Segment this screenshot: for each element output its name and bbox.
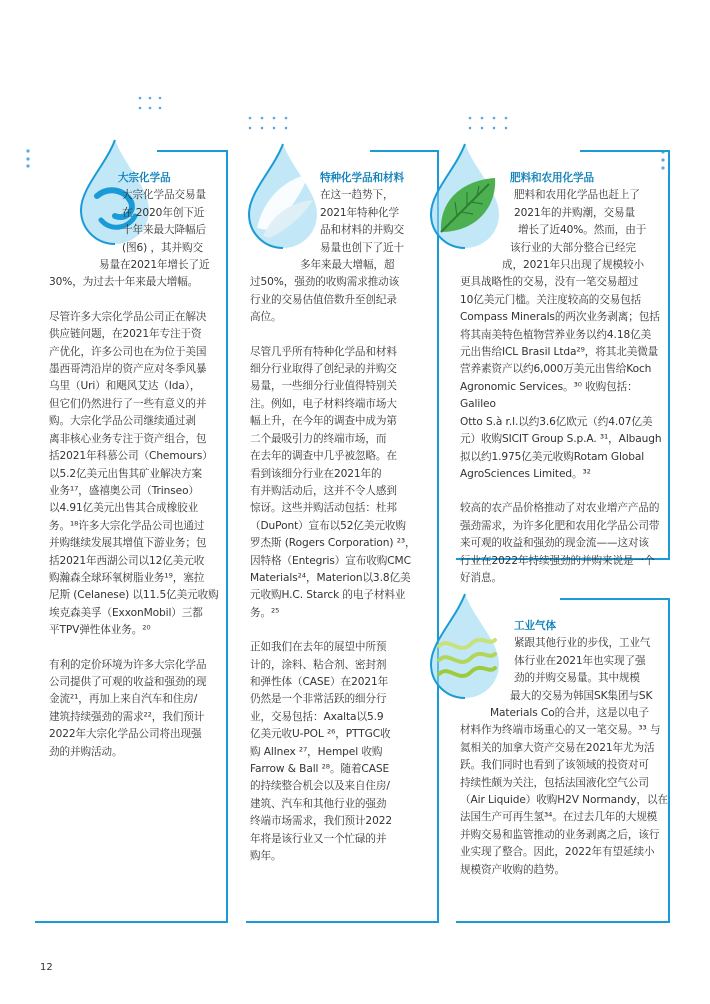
para-line: 二个最吸引力的终端市场，而	[250, 432, 387, 445]
para-line: 在去年的调查中几乎被忽略。在	[250, 450, 397, 463]
intro-line: Agronomic Services。³⁰ 收购包括：Galileo	[460, 380, 638, 411]
intro-line: 多年来最大增幅，超	[300, 259, 395, 272]
para-line: 惊讶。这些并购活动包括：杜邦	[250, 502, 397, 515]
intro-line: 体行业在2021年也实现了强	[514, 654, 646, 667]
para-line: 括2021年科慕公司（Chemours）	[49, 450, 213, 463]
para-line: 以4.91亿美元出售其合成橡胶业	[49, 502, 199, 515]
para-line: 强劲需求，为许多化肥和农用化学品公司带	[460, 519, 660, 532]
intro-line: 成，2021年只出现了规模较小	[502, 259, 644, 272]
para-line: 看到该细分行业在2021年的	[250, 467, 382, 480]
para-line: 但它们仍然进行了一些有意义的并	[49, 397, 207, 410]
card-text-commodity	[49, 170, 219, 761]
para-line: 务。¹⁸许多大宗化学品公司也通过	[49, 519, 205, 532]
para-line: 产优化，许多公司也在为位于美国	[49, 345, 207, 358]
intro-line: 元出售给ICL Brasil Ltda²⁹，将其北美微量	[460, 346, 659, 359]
para-line: 购瀚森全球环氧树脂业务¹⁹，塞拉	[49, 571, 205, 584]
intro-line: 紧跟其他行业的步伐，工业气	[514, 637, 651, 650]
intro-line: 2021年的并购潮，交易量	[514, 206, 636, 219]
para-line: 务。²⁵	[250, 606, 280, 619]
para-line: 离非核心业务专注于资产组合，包	[49, 432, 207, 445]
para-line: 建筑持续强劲的需求²²，我们预计	[49, 710, 205, 723]
intro-line: 10亿美元门槛。关注度较高的交易包括	[460, 293, 642, 306]
para-line: 幅上升，在今年的调查中成为第	[250, 415, 397, 428]
intro-line: Materials Co的合并，这是以电子	[490, 707, 650, 720]
para-line: 墨西哥湾沿岸的资产应对冬季风暴	[49, 363, 207, 376]
intro-line: 拟以约1.975亿美元收购Rotam Global	[460, 450, 645, 463]
intro-line: 更具战略性的交易，没有一笔交易超过	[460, 276, 639, 289]
para-line: Materials²⁴，Materion以3.8亿美	[250, 571, 411, 584]
intro-line: Compass Minerals的两次业务剥离；包括	[460, 311, 660, 324]
intro-line: 最大的交易为韩国SK集团与SK	[510, 689, 653, 702]
card-text-industrial-gases	[460, 618, 670, 879]
intro-line: 在这一趋势下，	[320, 189, 394, 202]
intro-line: 2021年特种化学	[320, 206, 400, 219]
para-line: 公司提供了可观的收益和强劲的现	[49, 675, 207, 688]
intro-line: 元）收购SICIT Group S.p.A. ³¹，Albaugh	[460, 433, 662, 446]
para-line: 尼斯 (Celanese) 以11.5亿美元收购	[49, 589, 219, 602]
intro-line: 规模资产收购的趋势。	[460, 863, 565, 876]
intro-line: 十年来最大降幅后	[122, 224, 206, 237]
intro-line: 并购交易和监管推动的业务剥离之后，该行	[460, 828, 660, 841]
intro-line: 高位。	[250, 311, 282, 324]
card-heading-fertilizers: 肥料和农用化学品	[510, 172, 594, 184]
para-line: 注。例如，电子材料终端市场大	[250, 397, 397, 410]
intro-line: 劲的并购交易量。其中规模	[514, 672, 640, 685]
para-line: 建筑、汽车和其他行业的强劲	[250, 797, 387, 810]
intro-line: 法国生产可再生氢³⁴。在过去几年的大规模	[460, 811, 658, 824]
para-line: 购。大宗化学品公司继续通过剥	[49, 415, 196, 428]
intro-line: 将其南美特色植物营养业务以约4.18亿美	[460, 328, 652, 341]
para-line: Farrow & Ball ²⁸。随着CASE	[250, 763, 390, 775]
para-line: 正如我们在去年的展望中所预	[250, 641, 387, 654]
intro-line: 肥料和农用化学品也赶上了	[514, 189, 640, 202]
intro-line: 该行业的大部分整合已经完	[510, 241, 636, 254]
card-text-fertilizers	[460, 170, 670, 587]
para-line: 业，交易包括：Axalta以5.9	[250, 710, 384, 723]
card-heading-commodity: 大宗化学品	[118, 172, 171, 184]
intro-line: 大宗化学品交易量	[122, 189, 206, 202]
para-line: 罗杰斯 (Rogers Corporation) ²³，	[250, 537, 416, 550]
intro-line: AgroSciences Limited。³²	[460, 467, 591, 480]
para-line: 计的，涂料、粘合剂、密封剂	[250, 658, 387, 671]
para-line: 购 Allnex ²⁷，Hempel 收购	[250, 745, 383, 758]
para-line: 亿美元收U-POL ²⁶，PTTGC收	[250, 728, 391, 741]
para-line: 细分行业取得了创纪录的并购交	[250, 363, 397, 376]
intro-line: 过50%，强劲的收购需求推动该	[250, 276, 400, 289]
para-line: 平TPV弹性体业务。²⁰	[49, 624, 151, 637]
intro-line: （Air Liquide）收购H2V Normandy，以在	[460, 794, 668, 807]
para-line: 尽管许多大宗化学品公司正在解决	[49, 310, 207, 323]
para-line: 金流²¹，再加上来自汽车和住房/	[49, 693, 198, 706]
para-line: 和弹性体（CASE）在2021年	[250, 675, 389, 688]
card-top-border	[560, 598, 670, 600]
para-line: 的持续整合机会以及来自住房/	[250, 780, 390, 793]
para-line: 埃克森美孚（ExxonMobil）三都	[49, 606, 203, 619]
intro-line: 易量在2021年增长了近	[99, 259, 210, 272]
intro-line: 增长了近40%。然而，由于	[518, 224, 647, 237]
page-number: 12	[40, 962, 53, 973]
para-line: 业务¹⁷，盛禧奥公司（Trinseo）	[49, 484, 199, 497]
intro-line: 行业的交易估值倍数升至创纪录	[250, 293, 397, 306]
para-line: 易量，一些细分行业值得特别关	[250, 380, 397, 393]
intro-line: 氦相关的加拿大资产交易在2021年尤为活	[460, 741, 655, 754]
card-heading-specialty: 特种化学品和材料	[320, 172, 404, 184]
card-top-border	[580, 150, 670, 152]
para-line: 以5.2亿美元出售其矿业解决方案	[49, 467, 202, 480]
para-line: 尽管几乎所有特种化学品和材料	[250, 345, 397, 358]
para-line: 劲的并购活动。	[49, 745, 123, 758]
para-line: 终端市场需求，我们预计2022	[250, 815, 392, 828]
para-line: 好消息。	[460, 571, 502, 584]
para-line: 因特格（Entegris）宣布收购CMC	[250, 554, 411, 567]
intro-line: 业实现了整合。因此，2022年有望延续小	[460, 846, 655, 859]
intro-line: Otto S.à r.l.以约3.6亿欧元（约4.07亿美	[460, 415, 653, 428]
intro-line: 在 2020年创下近	[122, 206, 205, 219]
para-line: 仍然是一个非常活跃的细分行	[250, 693, 387, 706]
para-line: （DuPont）宣布以52亿美元收购	[250, 519, 406, 532]
intro-line: 材料作为终端市场重心的又一笔交易。³³ 与	[460, 724, 661, 737]
para-line: 2022年大宗化学品公司将出现强	[49, 728, 202, 741]
para-line: 元收购H.C. Starck 的电子材料业	[250, 589, 406, 602]
card-text-specialty	[250, 170, 430, 865]
para-line: 来可观的收益和强劲的现金流——这对该	[460, 537, 649, 550]
intro-line: 跃。我们同时也看到了该领域的投资对可	[460, 759, 649, 772]
para-line: 供应链问题，在2021年专注于资	[49, 328, 202, 341]
card-top-border	[157, 150, 228, 152]
para-line: 乌里（Uri）和飓风艾达（Ida），	[49, 380, 201, 393]
intro-line: 30%，为过去十年来最大增幅。	[49, 276, 199, 289]
intro-line: 品和材料的并购交	[320, 224, 404, 237]
para-line: 较高的农产品价格推动了对农业增产产品的	[460, 502, 660, 515]
intro-line: 易量也创下了近十	[320, 241, 404, 254]
intro-line: (图6) ，其并购交	[122, 241, 203, 254]
para-line: 年将是该行业又一个忙碌的并	[250, 832, 387, 845]
para-line: 购年。	[250, 850, 282, 863]
intro-line: 持续性颇为关注，包括法国液化空气公司	[460, 776, 649, 789]
card-heading-industrial-gases: 工业气体	[514, 620, 556, 632]
intro-line: 营养素资产以约6,000万美元出售给Koch	[460, 363, 652, 376]
para-line: 并购继续发展其增值下游业务；包	[49, 537, 207, 550]
para-line: 有并购活动后，这并不令人感到	[250, 484, 397, 497]
para-line: 行业在2022年持续强劲的并购来说是一个	[460, 554, 655, 567]
para-line: 括2021年西湖公司以12亿美元收	[49, 554, 205, 567]
para-line: 有利的定价环境为许多大宗化学品	[49, 658, 207, 671]
